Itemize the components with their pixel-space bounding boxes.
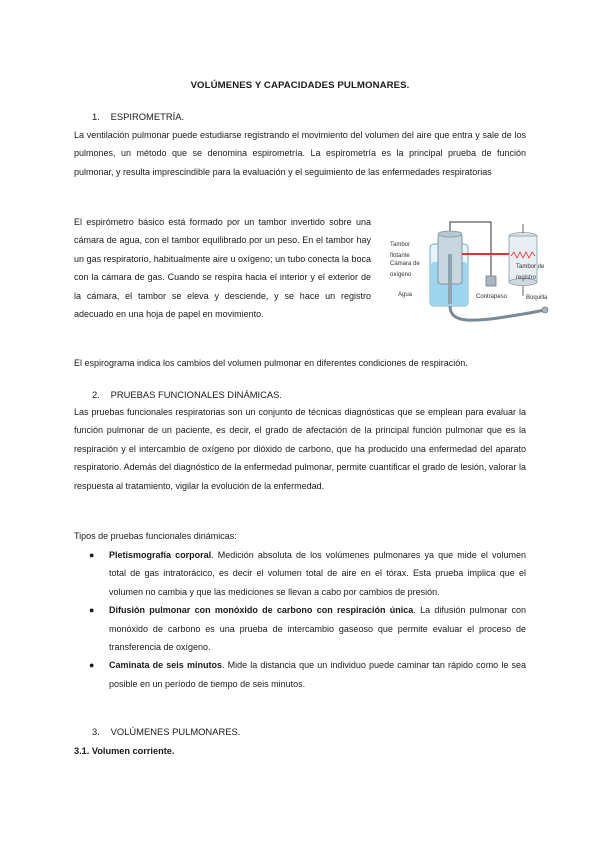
list-item xyxy=(74,656,526,693)
bullet-list xyxy=(74,546,526,693)
section-number: 1. xyxy=(92,111,100,122)
bullet-text: . Medición absoluta de los volúmenes pulmonares ya que mide el volumen total de gas intratorácico, es decir el volumen total de aire en el tórax. Esta prueba implica que el volumen no cambia y que las mediciones se llevan a cabo por cambios de presión. xyxy=(109,550,526,597)
section-heading-espirometria xyxy=(92,111,184,122)
label-tambor-flotante: Tambor flotante xyxy=(390,242,411,259)
bullet-dot-icon: ● xyxy=(89,660,95,671)
bullet-term: Difusión pulmonar con monóxido de carbono con respiración única xyxy=(109,605,414,616)
section-label: VOLÚMENES PULMONARES. xyxy=(110,726,241,737)
bullet-term: Pletismografía corporal xyxy=(109,550,212,560)
section-heading-pruebas xyxy=(92,389,282,400)
bullet-text: . Mide la distancia que un individuo puede caminar tan rápido como le sea posible en un período de tiempo de seis minutos. xyxy=(109,660,526,689)
page-title: VOLÚMENES Y CAPACIDADES PULMONARES. xyxy=(190,80,410,91)
section-number: 2. xyxy=(92,389,100,400)
paragraph-espirograma: El espirograma indica los cambios del volumen pulmonar en diferentes condiciones de respiración. xyxy=(74,358,468,368)
label-agua: Agua xyxy=(398,292,413,298)
bullet-dot-icon: ● xyxy=(89,605,95,616)
tipos-intro: Tipos de pruebas funcionales dinámicas: xyxy=(74,531,237,541)
paragraph-ventilacion: La ventilación pulmonar puede estudiarse registrando el movimiento del volumen del aire que entra y sale de los pulmones, un método que se denomina espirometría. La espirometría es la principal prueba de función pulmonar, y resulta imprescindible para la evaluación y el seguimiento de las enfermedades respiratorias xyxy=(74,130,526,177)
bullet-dot-icon: ● xyxy=(89,550,95,560)
bullet-text: . La difusión pulmonar con monóxido de carbono es una prueba de intercambio gaseoso que permite evaluar el proceso de transferencia de oxígeno. xyxy=(109,605,526,653)
label-boquilla: Boquilla xyxy=(526,295,548,301)
spirometer-diagram xyxy=(388,214,558,334)
section-number: 3. xyxy=(92,726,100,737)
list-item xyxy=(74,601,526,656)
paragraph-pruebas-funcionales: Las pruebas funcionales respiratorias son un conjunto de técnicas diagnósticas que se emplean para evaluar la función pulmonar de un paciente, es decir, el grado de afectación de la principal función pulmonar que es la respiración y el intercambio de oxígeno por dióxido de carbono, que ha producido una enfermedad del aparato respiratorio. Además del diagnóstico de la enfermedad pulmonar, permite cuantificar el grado de lesión, valorar la respuesta al tratamiento, vigilar la evolución de la enfermedad. xyxy=(74,407,526,491)
section-heading-volumenes xyxy=(92,726,240,737)
section-label: PRUEBAS FUNCIONALES DINÁMICAS. xyxy=(110,389,282,400)
subsection-heading: 3.1. Volumen corriente. xyxy=(74,746,175,756)
label-contrapeso: Contrapeso xyxy=(476,294,508,300)
section-label: ESPIROMETRÍA. xyxy=(110,111,185,122)
paragraph-espirometro: El espirómetro básico está formado por un tambor invertido sobre una cámara de agua, con el tambor equilibrado por un peso. En el tambor hay un gas respiratorio, habitualmente aire u oxígeno; un tubo conecta la boca con la cámara de gas. Cuando se respira hacia el interior y el exterior de la cámara, el tambor se eleva y desciende, y se hace un registro adecuado en una hoja de papel en movimiento. xyxy=(74,217,371,320)
bullet-term: Caminata de seis minutos xyxy=(109,660,222,671)
label-tambor-registro: Tambor de registro xyxy=(516,264,545,281)
label-camara-oxigeno: Cámara de oxígeno xyxy=(390,261,420,278)
list-item xyxy=(74,546,526,601)
